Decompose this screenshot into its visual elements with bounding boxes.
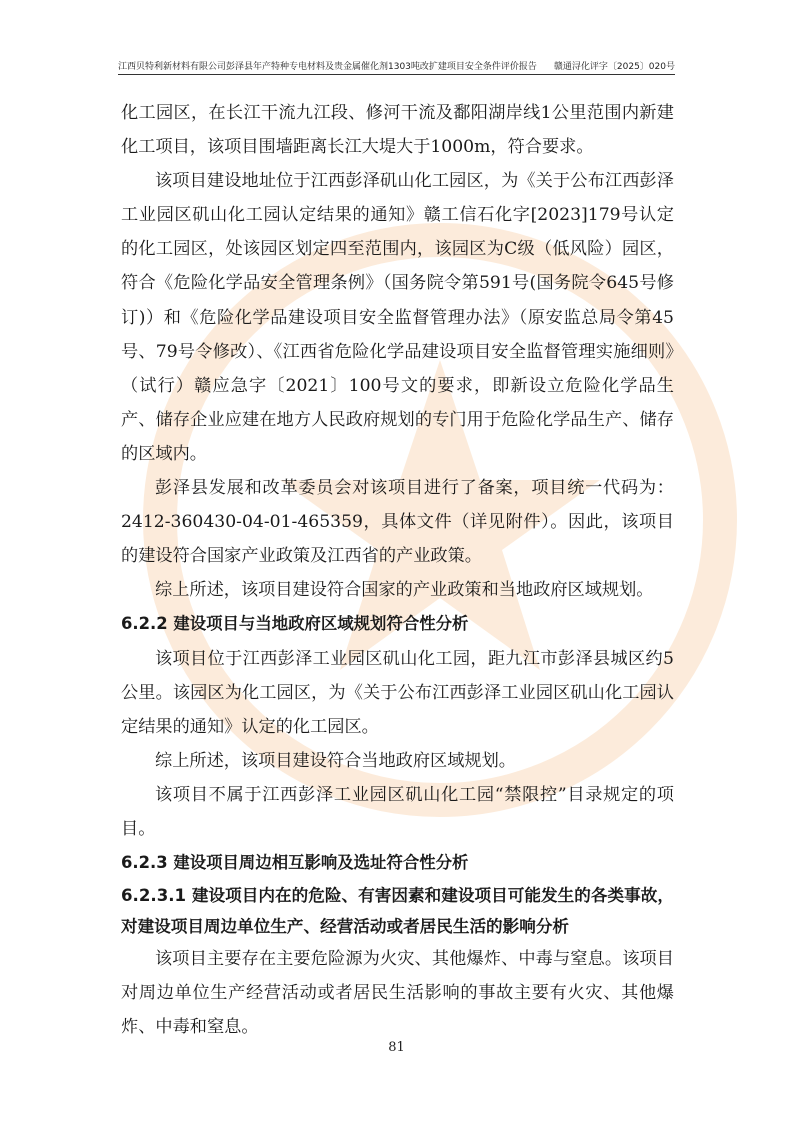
header-report-number: 赣通浔化评字〔2025〕020号 — [553, 62, 675, 72]
body-paragraph: 该项目主要存在主要危险源为火灾、其他爆炸、中毒与窒息。该项目对周边单位生产经营活动或者居民生活影响的事故主要有火灾、其他爆炸、中毒和窒息。 — [121, 949, 674, 1038]
body-paragraph: 化工园区，在长江干流九江段、修河干流及鄱阳湖岸线1公里范围内新建化工项目，该项目围墙距离长江大堤大于1000m，符合要求。 — [121, 103, 674, 158]
body-paragraph: 彭泽县发展和改革委员会对该项目进行了备案，项目统一代码为：2412-360430-04-01-465359，具体文件（详见附件）。因此，该项目的建设符合国家产业政策及江西省的产业政策。 — [121, 478, 674, 567]
document-body — [121, 96, 674, 1044]
body-paragraph: 该项目位于江西彭泽工业园区矶山化工园，距九江市彭泽县城区约5公里。该园区为化工园区，为《关于公布江西彭泽工业园区矶山化工园认定结果的通知》认定的化工园区。 — [121, 648, 674, 737]
section-heading: 6.2.3 建设项目周边相互影响及选址符合性分析 — [121, 853, 469, 873]
header-divider — [118, 74, 675, 75]
section-heading: 6.2.2 建设项目与当地政府区域规划符合性分析 — [121, 614, 469, 634]
section-heading: 6.2.3.1 建设项目内在的危险、有害因素和建设项目可能发生的各类事故，对建设项目周边单位生产、经营活动或者居民生活的影响分析 — [121, 886, 674, 937]
header-report-title: 江西贝特利新材料有限公司彭泽县年产特种专电材料及贵金属催化剂1303吨改扩建项目安全条件评价报告 — [118, 62, 537, 72]
body-paragraph: 该项目不属于江西彭泽工业园区矶山化工园“禁限控”目录规定的项目。 — [121, 784, 674, 839]
page-number: 81 — [388, 1040, 405, 1055]
body-paragraph: 综上所述，该项目建设符合国家的产业政策和当地政府区域规划。 — [155, 580, 654, 601]
running-header — [118, 52, 675, 72]
body-paragraph: 综上所述，该项目建设符合当地政府区域规划。 — [155, 750, 516, 771]
body-paragraph: 该项目建设地址位于江西彭泽矶山化工园区，为《关于公布江西彭泽工业园区矶山化工园认定结果的通知》赣工信石化字[2023]179号认定的化工园区，处该园区划定四至范围内，该园区为C级（低风险）园区，符合《危险化学品安全管理条例》（国务院令第591号(国务院令645号修订)）和《危险化学品建设项目安全监督管理办法》（原安监总局令第45号、79号令修改）、《江西省危险化学品建设项目安全监督管理实施细则》（试行）赣应急字〔2021〕100号文的要求，即新设立危险化学品生产、储存企业应建在地方人民政府规划的专门用于危险化学品生产、储存的区域内。 — [121, 171, 674, 464]
